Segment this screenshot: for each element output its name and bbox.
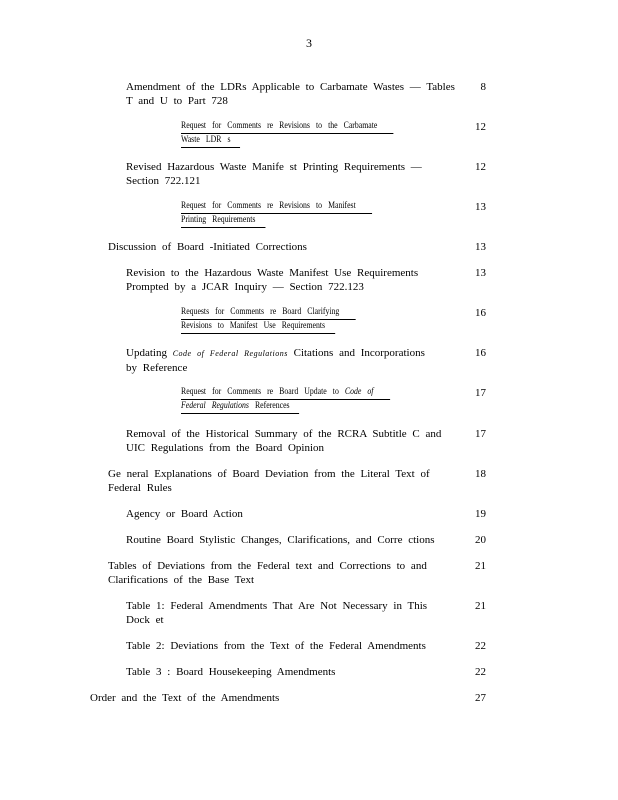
toc-entry-text-cont: UIC Regulations from the Board Opinion — [126, 442, 325, 454]
toc-entry-text: Table 3 : Board Housekeeping Amendments — [126, 666, 336, 678]
toc-entry-table-3 — [126, 665, 456, 679]
toc-page-number: 17 — [475, 387, 486, 399]
toc-page-number: 8 — [480, 81, 486, 93]
toc-entry-manifest-use — [126, 266, 456, 294]
toc-entry-board-corrections — [108, 240, 448, 254]
toc-page-number: 19 — [475, 508, 486, 520]
toc-page-number: 16 — [475, 347, 486, 359]
toc-entry-agency-action — [126, 507, 456, 521]
toc-entry-text: Table 2: Deviations from the Text of the Federal Amendments — [126, 640, 426, 652]
toc-page-number: 13 — [475, 201, 486, 213]
toc-entry-text: Removal of the Historical Summary of the RCRA Subtitle C and — [126, 428, 442, 440]
toc-entry-order-and-text — [90, 691, 440, 705]
toc-entry-text: Citations and Incorporations — [293, 347, 425, 359]
request-italic-title: Code of — [344, 387, 374, 397]
toc-page-number: 21 — [475, 560, 486, 572]
toc-entry-text: Updating — [126, 347, 167, 359]
toc-page-number: 18 — [475, 468, 486, 480]
request-text-cont: Waste LDR s — [181, 134, 240, 148]
toc-entry-text-cont: Prompted by a JCAR Inquiry — Section 722.123 — [126, 281, 364, 293]
request-for-comments-manifest — [181, 200, 372, 228]
toc-entry-text-cont: T and U to Part 728 — [126, 95, 228, 107]
toc-entry-manifest-printing — [126, 160, 456, 188]
request-italic-title-cont: Federal Regulations — [181, 401, 249, 411]
toc-page-number: 13 — [475, 267, 486, 279]
toc-entry-text-cont: by Reference — [126, 362, 188, 374]
request-text-cont: References — [254, 401, 290, 411]
toc-entry-text: Revised Hazardous Waste Manife st Printing Requirements — — [126, 161, 422, 173]
toc-entry-routine-changes — [126, 533, 456, 547]
request-text-cont: Printing Requirements — [181, 214, 265, 228]
request-text-cont: Revisions to Manifest Use Requirements — [181, 320, 335, 334]
toc-entry-text: Ge neral Explanations of Board Deviation from the Literal Text of — [108, 468, 430, 480]
page-number: 3 — [306, 36, 312, 50]
toc-page-number: 22 — [475, 666, 486, 678]
toc-entry-carbamate-ldrs — [126, 80, 456, 108]
toc-page-number: 22 — [475, 640, 486, 652]
toc-entry-text: Table 1: Federal Amendments That Are Not Necessary in This — [126, 600, 428, 612]
toc-entry-cfr-citations — [126, 346, 456, 375]
toc-entry-italic-title: Code of Federal Regulations — [172, 349, 288, 358]
request-text: Request for Comments re Revisions to Manifest — [181, 200, 372, 214]
toc-page-number: 12 — [475, 161, 486, 173]
request-for-comments-cfr-update — [181, 386, 390, 414]
toc-page-number: 27 — [475, 692, 486, 704]
toc-entry-text-cont: Section 722.121 — [126, 175, 201, 187]
request-for-comments-carbamate — [181, 120, 394, 148]
toc-entry-text: Revision to the Hazardous Waste Manifest Use Requirements — [126, 267, 419, 279]
toc-entry-text: Tables of Deviations from the Federal text and Corrections to and — [108, 560, 427, 572]
toc-entry-tables-of-deviations — [108, 559, 448, 587]
toc-entry-general-explanations — [108, 467, 448, 495]
request-text: Request for Comments re Board Update to — [181, 387, 339, 397]
toc-page-number: 13 — [475, 241, 486, 253]
toc-entry-text: Discussion of Board -Initiated Corrections — [108, 241, 307, 253]
toc-page-number: 20 — [475, 534, 486, 546]
toc-entry-text: Amendment of the LDRs Applicable to Carbamate Wastes — Tables — [126, 81, 455, 93]
toc-entry-historical-summary — [126, 427, 456, 455]
toc-entry-text-cont: Dock et — [126, 614, 164, 626]
toc-page-number: 16 — [475, 307, 486, 319]
toc-entry-text: Routine Board Stylistic Changes, Clarifications, and Corre ctions — [126, 534, 435, 546]
request-text: Request for Comments re Revisions to the Carbamate — [181, 120, 394, 134]
toc-entry-table-2 — [126, 639, 456, 653]
request-for-comments-manifest-use — [181, 306, 356, 334]
toc-page-number: 17 — [475, 428, 486, 440]
request-text: Requests for Comments re Board Clarifying — [181, 306, 356, 320]
toc-entry-text: Order and the Text of the Amendments — [90, 692, 280, 704]
toc-page-number: 21 — [475, 600, 486, 612]
toc-entry-text: Agency or Board Action — [126, 508, 243, 520]
toc-entry-table-1 — [126, 599, 456, 627]
toc-entry-text-cont: Federal Rules — [108, 482, 172, 494]
toc-entry-text-cont: Clarifications of the Base Text — [108, 574, 255, 586]
toc-page-number: 12 — [475, 121, 486, 133]
